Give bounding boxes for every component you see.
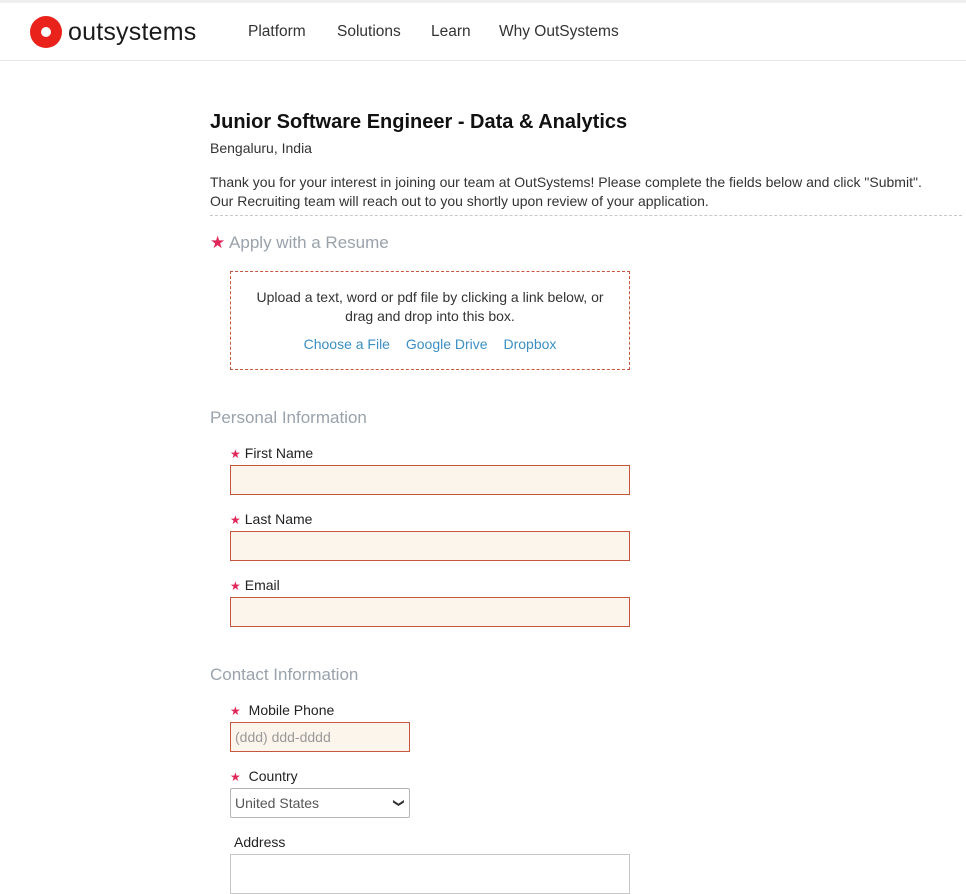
google-drive-link[interactable]: Google Drive [405, 336, 488, 352]
required-star-icon: ★ [230, 704, 241, 718]
dropbox-link[interactable]: Dropbox [503, 336, 557, 352]
nav-item-solutions[interactable]: Solutions [337, 23, 401, 40]
mobile-phone-label-text: Mobile Phone [248, 702, 335, 718]
nav-item-platform[interactable]: Platform [248, 23, 306, 40]
nav-item-why-outsystems[interactable]: Why OutSystems [499, 23, 619, 40]
required-star-icon: ★ [230, 770, 241, 784]
outsystems-logo[interactable] [30, 15, 196, 49]
email-label-text: Email [244, 577, 280, 593]
required-star-icon: ★ [230, 579, 241, 593]
resume-heading [210, 233, 389, 253]
choose-file-link[interactable]: Choose a File [303, 336, 390, 352]
country-label [230, 768, 298, 784]
intro-text [210, 173, 962, 216]
resume-heading-text: Apply with a Resume [229, 233, 389, 252]
site-header [0, 3, 966, 61]
logo-icon [30, 16, 62, 48]
mobile-phone-input[interactable] [230, 722, 410, 752]
resume-drop-zone[interactable] [230, 271, 630, 370]
intro-line-1: Thank you for your interest in joining our team at OutSystems! Please complete the fields below and click "Submit". [210, 174, 922, 190]
last-name-label [230, 511, 312, 527]
personal-info-heading: Personal Information [210, 408, 367, 427]
contact-info-heading: Contact Information [210, 665, 359, 684]
logo-text: outsystems [68, 18, 197, 46]
required-star-icon: ★ [230, 513, 241, 527]
country-label-text: Country [248, 768, 298, 784]
email-label [230, 577, 280, 593]
job-title: Junior Software Engineer - Data & Analytics [210, 111, 628, 133]
email-input[interactable] [230, 597, 630, 627]
address-input[interactable] [230, 854, 630, 894]
country-selected-value: United States [235, 795, 320, 811]
first-name-label-text: First Name [244, 445, 314, 461]
required-star-icon: ★ [230, 447, 241, 461]
country-select[interactable] [230, 788, 410, 818]
first-name-input[interactable] [230, 465, 630, 495]
upload-links [231, 336, 629, 352]
job-location: Bengaluru, India [210, 140, 312, 156]
upload-instructions: Upload a text, word or pdf file by clicking a link below, or drag and drop into this box. [256, 289, 604, 324]
address-label: Address [234, 834, 286, 850]
intro-line-2: Our Recruiting team will reach out to you shortly upon review of your application. [210, 193, 709, 209]
required-star-icon: ★ [210, 233, 226, 252]
mobile-phone-label [230, 702, 334, 718]
first-name-label [230, 445, 313, 461]
last-name-input[interactable] [230, 531, 630, 561]
chevron-down-icon: ❯ [392, 798, 405, 808]
last-name-label-text: Last Name [244, 511, 313, 527]
nav-item-learn[interactable]: Learn [431, 23, 471, 40]
